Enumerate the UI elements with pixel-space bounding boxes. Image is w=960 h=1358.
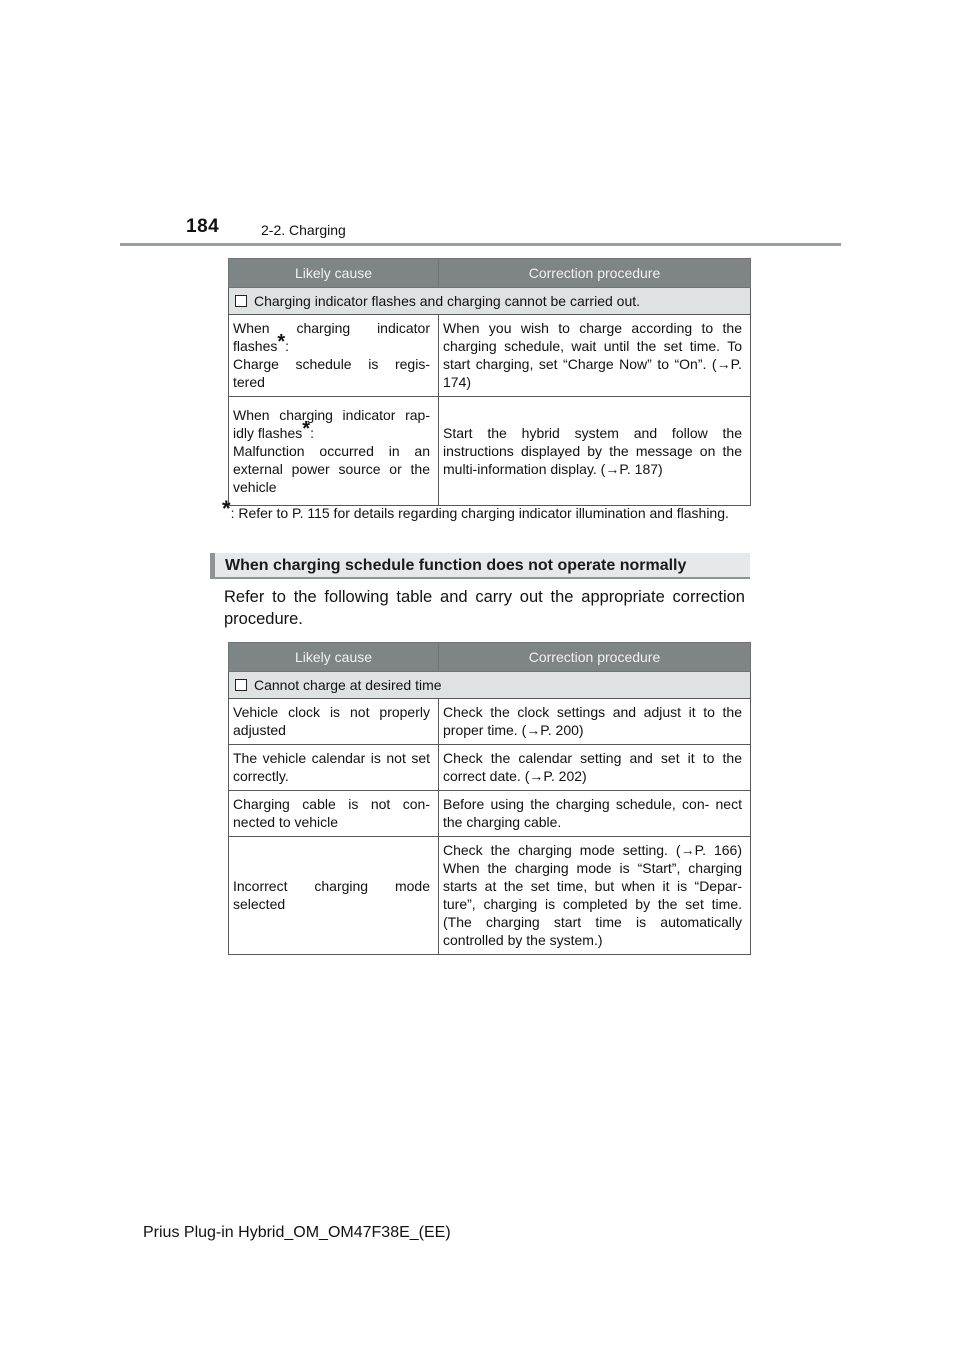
column-header-likely-cause: Likely cause	[229, 643, 439, 672]
section-heading: When charging schedule function does not operate normally	[225, 557, 687, 574]
correction-procedure-cell: When you wish to charge according to the charging schedule, wait until the set time. To start charging, set “Charge Now” to “On”. (→P. 174)	[439, 315, 751, 397]
table-row	[229, 837, 751, 955]
cause-text: idly flashes	[233, 424, 303, 441]
correction-procedure-cell: Check the calendar setting and set it to the correct date. (→P. 202)	[439, 745, 751, 791]
cause-text: Charge schedule is regis-	[233, 356, 430, 372]
footnote-asterisk: *	[222, 496, 231, 521]
category-cell	[229, 672, 751, 699]
cause-text: :	[285, 338, 290, 354]
section-heading-bar	[210, 553, 750, 579]
charging-indicator-table	[228, 258, 751, 506]
correction-procedure-cell: Start the hybrid system and follow the instructions displayed by the message on the multi-information display. (→P. 187)	[439, 397, 751, 506]
footnote-asterisk: *	[302, 417, 311, 440]
page-number: 184	[186, 216, 220, 237]
cause-text: When charging indicator rap-	[233, 406, 430, 423]
category-row	[229, 672, 751, 699]
table-row	[229, 397, 751, 506]
correction-procedure-cell: Check the charging mode setting. (→P. 166) When the charging mode is “Start”, charging starts at the set time, but when it is “Depar- ture”, charging is completed by the set time. (The charging start time is automatically controlled by the system.)	[439, 837, 751, 955]
column-header-correction-procedure: Correction procedure	[439, 643, 751, 672]
cause-text	[233, 331, 430, 355]
category-row	[229, 288, 751, 315]
charging-schedule-table	[228, 642, 751, 955]
likely-cause-cell: Vehicle clock is not properly adjusted	[229, 699, 439, 745]
footnote-text: : Refer to P. 115 for details regarding charging indicator illumination and flashing.	[230, 505, 729, 521]
cause-text: Malfunction occurred in an external power source or the vehicle	[233, 442, 430, 495]
category-label: Cannot charge at desired time	[254, 676, 442, 693]
likely-cause-cell	[229, 315, 439, 397]
table-header-row	[229, 259, 751, 288]
table-row	[229, 745, 751, 791]
cause-text: tered	[233, 374, 265, 390]
column-header-correction-procedure: Correction procedure	[439, 259, 751, 288]
likely-cause-cell: Incorrect charging mode selected	[229, 837, 439, 955]
likely-cause-cell: The vehicle calendar is not set correctly.	[229, 745, 439, 791]
correction-procedure-cell: Check the clock settings and adjust it to the proper time. (→P. 200)	[439, 699, 751, 745]
category-label: Charging indicator flashes and charging cannot be carried out.	[254, 292, 641, 309]
footnote-text	[222, 496, 750, 523]
table-row	[229, 315, 751, 397]
correction-procedure-cell: Before using the charging schedule, con- nect the charging cable.	[439, 791, 751, 837]
document-footer: Prius Plug-in Hybrid_OM_OM47F38E_(EE)	[143, 1224, 451, 1241]
cause-text	[233, 417, 430, 442]
likely-cause-cell: Charging cable is not con- nected to vehicle	[229, 791, 439, 837]
cause-text: When charging indicator	[233, 320, 430, 336]
table-row	[229, 699, 751, 745]
footnote	[222, 496, 750, 523]
header-divider	[120, 243, 841, 246]
table-row	[229, 791, 751, 837]
section-label: 2-2. Charging	[261, 222, 346, 238]
cause-text: flashes	[233, 338, 278, 354]
likely-cause-cell	[229, 397, 439, 506]
checkbox-square-icon	[235, 295, 247, 307]
cause-text: :	[310, 424, 314, 441]
table-header-row	[229, 643, 751, 672]
category-cell	[229, 288, 751, 315]
checkbox-square-icon	[235, 679, 247, 691]
footnote-asterisk: *	[277, 331, 286, 353]
intro-paragraph: Refer to the following table and carry out the appropriate correction procedure.	[224, 588, 745, 628]
column-header-likely-cause: Likely cause	[229, 259, 439, 288]
